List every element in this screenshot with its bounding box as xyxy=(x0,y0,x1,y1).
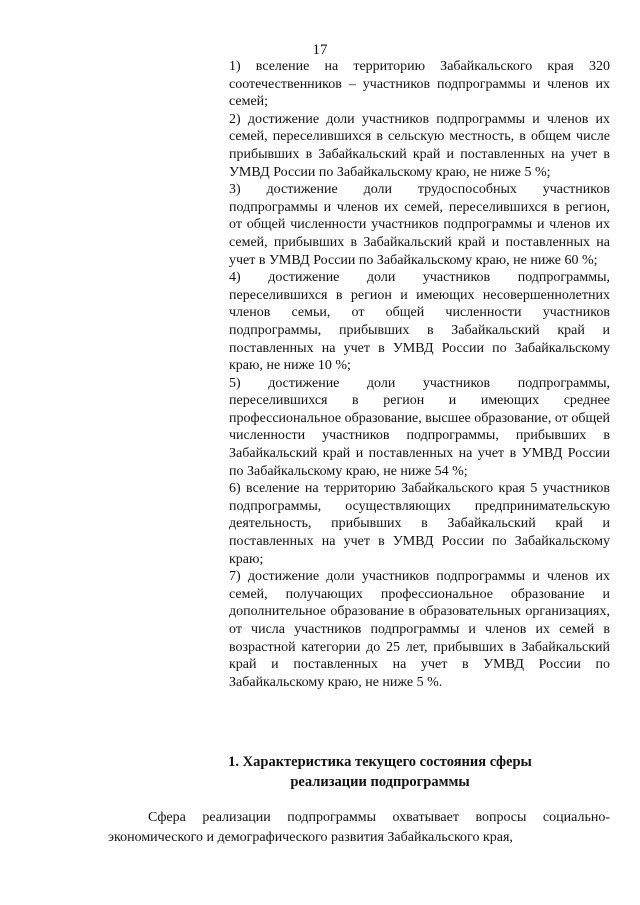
section-heading xyxy=(150,752,610,792)
page-number: 17 xyxy=(312,42,328,58)
list-item: 4) достижение доли участников подпрограммы, переселившихся в регион и имеющих несовершеннолетних членов семьи, от общей численности участников подпрограммы, прибывших в Забайкальский край и поставленных на учет в УМВД России по Забайкальскому краю, не ниже 10 %; xyxy=(229,270,610,374)
list-item: 3) достижение доли трудоспособных участников подпрограммы и членов их семей, переселившихся в регион, от общей численности участников подпрограммы и членов их семей, прибывших в Забайкальский край и поставленных на учет в УМВД России по Забайкальскому краю, не ниже 60 %; xyxy=(229,182,610,268)
list-item: 1) вселение на территорию Забайкальского края 320 соотечественников – участников подпрограммы и членов их семей; xyxy=(229,59,610,110)
list-item: 2) достижение доли участников подпрограммы и членов их семей, переселившихся в сельскую местность, в общем числе прибывших в Забайкальский край и поставленных на учет в УМВД России по Забайкальскому краю, не ниже 5 %; xyxy=(229,111,610,180)
indicator-list xyxy=(229,58,610,691)
section-heading-line-2: реализации подпрограммы xyxy=(290,774,470,790)
list-item: 6) вселение на территорию Забайкальского края 5 участников подпрограммы, осуществляющих предпринимательскую деятельность, прибывших в Забайкальский край и поставленных на учет в УМВД России по Забайкальскому краю; xyxy=(229,481,610,567)
body-paragraph: Сфера реализации подпрограммы охватывает вопросы социально-экономического и демографического развития Забайкальского края, xyxy=(108,810,610,845)
list-item: 7) достижение доли участников подпрограммы и членов их семей, получающих профессиональное образование и дополнительное образование в образовательных организациях, от числа участников подпрограммы и членов их семей в возрастной категории до 25 лет, прибывших в Забайкальский край и поставленных на учет в УМВД России по Забайкальскому краю, не ниже 5 %. xyxy=(229,569,610,690)
section-heading-line-1: 1. Характеристика текущего состояния сферы xyxy=(228,754,532,770)
list-item: 5) достижение доли участников подпрограммы, переселившихся в регион и имеющих среднее профессиональное образование, высшее образование, от общей численности участников подпрограммы, прибывших в Забайкальский край и поставленных на учет в УМВД России по Забайкальскому краю, не ниже 54 %; xyxy=(229,375,610,479)
